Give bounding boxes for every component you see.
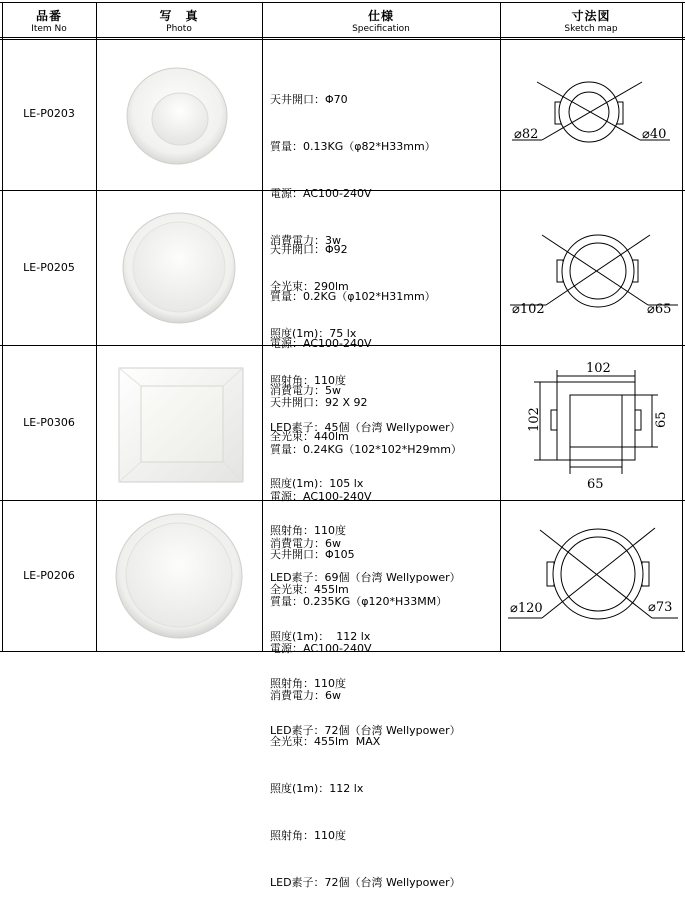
sketch-outer-dim: ⌀120 [510,601,543,616]
header-photo-sub: Photo [166,24,192,34]
spec-line: 質量：0.24KG（102*102*H29mm） [270,442,462,456]
sketch-round-row-4 [502,508,680,644]
sketch-top-dim: 102 [586,361,611,376]
spec-line: 照射角：110度 [270,523,346,537]
header-spec-sub: Specification [352,24,410,34]
sketch-inner-dim: ⌀73 [648,600,673,615]
spec-line: 全光束：440lm [270,430,349,444]
product-photo-round-large [114,512,244,640]
header-sketch: 寸法図 [571,9,611,23]
spec-line: LED素子：72個（台湾 Wellypower） [270,723,461,737]
sketch-outer-dim: ⌀102 [512,302,545,317]
spec-line: 電源：AC100-240V [270,336,372,350]
spec-line: 電源：AC100-240V [270,489,372,503]
spec-line: 質量：0.235KG（φ120*H33MM） [270,594,448,608]
header-item-no-sub: Item No [31,24,67,34]
header-photo: 写 真 [159,9,199,23]
spec-line: 照射角：110度 [270,828,346,842]
spec-line: 全光束：290lm [270,280,349,294]
sketch-inner-dim: ⌀65 [647,302,672,317]
sketch-right-dim: 65 [654,411,669,428]
spec-line: 照度(1m)：105 lx [270,477,364,491]
spec-line: 天井開口：Φ105 [270,548,355,562]
spec-line: 質量：0.2KG（φ102*H31mm） [270,289,436,303]
spec-line: 照度(1m)：75 lx [270,327,357,341]
spec-line: 照度(1m)： 112 lx [270,630,371,644]
spec-line: 天井開口：Φ92 [270,243,348,257]
sketch-outer-dim: ⌀82 [514,127,539,142]
item-no-row-4: LE-P0206 [23,569,75,582]
table-border-top [0,2,685,3]
spec-line: LED素子：72個（台湾 Wellypower） [270,875,461,889]
spec-block-row-4 [270,516,461,921]
item-no-row-2: LE-P0205 [23,261,75,274]
spec-line: 消費電力：3w [270,233,341,247]
header-sketch-sub: Sketch map [564,24,618,34]
column-divider-left [2,2,3,652]
spec-line: LED素子：45個（台湾 Wellypower） [270,420,461,434]
spec-line: 電源：AC100-240V [270,186,372,200]
spec-line: 消費電力：6w [270,536,341,550]
sketch-bottom-dim: 65 [587,477,604,492]
item-no-row-1: LE-P0203 [23,107,75,120]
header-item-no: 品番 [35,9,62,23]
column-divider-1 [96,2,97,652]
column-divider-3 [500,2,501,652]
product-photo-round-medium [121,211,237,325]
column-divider-2 [262,2,263,652]
item-no-row-3: LE-P0306 [23,416,75,429]
row-divider-1 [0,39,685,40]
spec-line: 電源：AC100-240V [270,641,372,655]
spec-line: 天井開口：Φ70 [270,93,348,107]
spec-line: 天井開口：92 X 92 [270,396,368,410]
spec-line: LED素子：69個（台湾 Wellypower） [270,570,461,584]
column-divider-right [682,2,683,652]
product-photo-square [117,366,245,484]
spec-line: 全光束：455lm [270,583,349,597]
product-photo-round-small [125,64,229,168]
sketch-square-row-3 [502,352,680,492]
spec-line: 照射角：110度 [270,373,346,387]
spec-line: 全光束：455lm MAX [270,735,381,749]
spec-line: 照度(1m)：112 lx [270,782,364,796]
sketch-round-row-2 [502,210,680,330]
sketch-left-dim: 102 [527,407,542,432]
spec-line: 質量：0.13KG（φ82*H33mm） [270,139,436,153]
spec-line: 消費電力：5w [270,383,341,397]
spec-line: 消費電力：6w [270,688,341,702]
sketch-round-row-1 [502,60,680,170]
header-divider [0,37,685,38]
header-spec: 仕様 [367,9,394,23]
sketch-inner-dim: ⌀40 [642,127,667,142]
spec-line: 照射角：110度 [270,676,346,690]
